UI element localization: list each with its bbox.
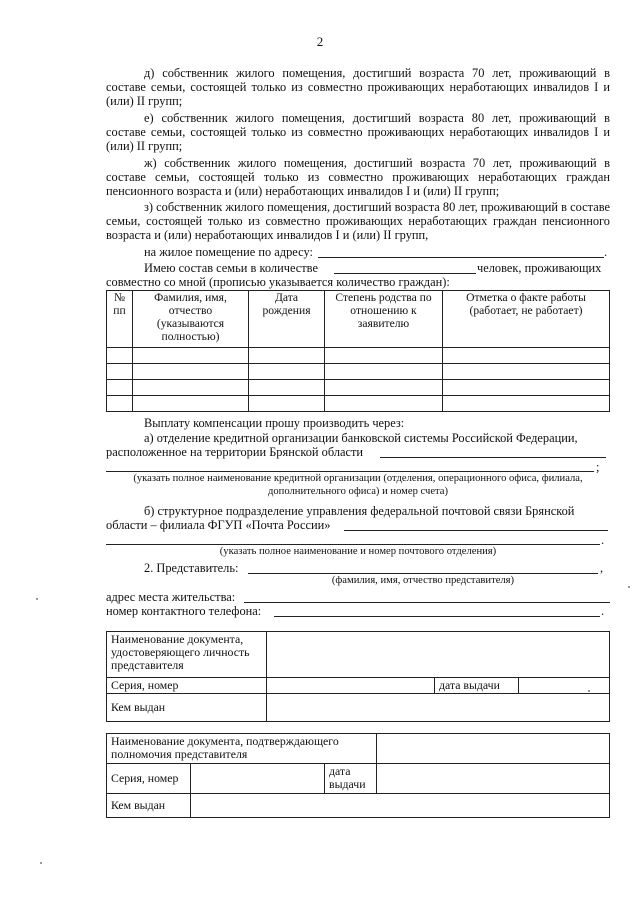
payment-b-line2: области – филиала ФГУП «Почта России» [106, 518, 331, 532]
table-row [107, 380, 610, 396]
representative-phone-blank[interactable] [274, 616, 600, 617]
authority-doc-date-value[interactable] [377, 764, 610, 794]
authority-doc-series-label: Серия, номер [107, 764, 191, 794]
scan-speck [628, 586, 630, 588]
col-header-birthdate: Дата рождения [249, 291, 325, 348]
id-doc-issued-value[interactable] [267, 694, 610, 722]
id-doc-series-label: Серия, номер [107, 678, 267, 694]
page-number: 2 [316, 34, 324, 49]
authority-document-table [106, 733, 610, 818]
id-doc-issued-label: Кем выдан [107, 694, 267, 722]
payment-a-line2: расположенное на территории Брянской области [106, 445, 364, 459]
payment-intro: Выплату компенсации прошу производить через: [144, 416, 405, 430]
representative-label: 2. Представитель: [144, 561, 239, 575]
paragraph-d: д) собственник жилого помещения, достигший возраста 70 лет, проживающий в составе семьи, состоящей только из совместно проживающих неработающих инвалидов I и (или) II групп; [106, 66, 610, 109]
family-prefix: Имею состав семьи в количестве [144, 261, 318, 275]
representative-address-blank[interactable] [244, 602, 610, 603]
document-page: 2 д) собственник жилого помещения, достигший возраста 70 лет, проживающий в составе семьи, состоящей только из совместно проживающих неработающих инвалидов I и (или) II групп; е) собственник жилого помещения, достигший возраста 80 лет, проживающий в составе семьи, состоящей только из совместно проживающих неработающих инвалидов I и (или) II групп; ж) собственник жилого помещения, достигший возраста 70 лет, проживающий в составе семьи, состоящей только из совместно проживающих неработающих граждан пенсионного возраста и (или) неработающих инвалидов I и (или) II групп; з) собственник жилого помещения, достигший возраста 80 лет, проживающий в составе семьи, состоящей только из совместно проживающих неработающих граждан пенсионного возраста и (или) неработающих инвалидов I и (или) II групп, на жилое помещение по адресу: . Имею состав семьи в количестве человек, проживающих совместно со мной (прописью указывается количество граждан): № пп Фамилия, имя, отчество (указываются полностью) Дата рождения Степень родства по отношению к заявителю Отметка о факте работы (работает, не работает) Выплату компенсации прошу производить через: а) отделение кредитной организации банковской системы Российской Федерации, расположенное на территории Брянской области ; (указать полное наименование кредитной организации (отделения, операционного офиса, филиала, дополнительного офиса) и номер счета) б) структурное подразделение управления федеральной почтовой связи Брянской области – филиала ФГУП «Почта России» . (указать полное наименование и номер почтового отделения) 2. Представитель: , (фамилия, имя, отчество представителя) адрес места жительства: номер контактного телефона: . Наименование документа, удостоверяющего личность представителя Серия, номер дата выдачи Кем выдан Наименование документа, подтверждающего полномочия представителя Серия, номер дата выдачи Кем выдан [0, 0, 640, 905]
bank-name-blank-1[interactable] [380, 457, 606, 458]
table-row [107, 348, 610, 364]
id-doc-date-value[interactable] [519, 678, 610, 694]
payment-a-line1: а) отделение кредитной организации банковской системы Российской Федерации, [144, 431, 578, 445]
paragraph-e: е) собственник жилого помещения, достигший возраста 80 лет, проживающий в составе семьи, состоящей только из совместно проживающих неработающих инвалидов I и (или) II групп; [106, 111, 610, 154]
scan-speck [40, 862, 42, 864]
table-row [107, 364, 610, 380]
col-header-number: № пп [107, 291, 133, 348]
authority-doc-series-value[interactable] [191, 764, 325, 794]
bank-hint: (указать полное наименование кредитной организации (отделения, операционного офиса, филиала, дополнительного офиса) и номер счета) [133, 473, 583, 497]
authority-doc-title: Наименование документа, подтверждающего полномочия представителя [107, 734, 377, 764]
address-blank[interactable] [318, 257, 604, 258]
representative-address-label: адрес места жительства: [106, 590, 236, 604]
col-header-work: Отметка о факте работы (работает, не работает) [443, 291, 610, 348]
scan-speck [36, 598, 38, 600]
scan-speck [588, 690, 590, 692]
id-doc-value[interactable] [267, 632, 610, 678]
authority-doc-issued-value[interactable] [191, 794, 610, 818]
id-document-table [106, 631, 610, 722]
family-table [106, 290, 610, 412]
representative-phone-label: номер контактного телефона: [106, 604, 262, 618]
id-doc-date-label: дата выдачи [435, 678, 519, 694]
family-line2: совместно со мной (прописью указывается количество граждан): [106, 275, 450, 289]
representative-name-blank[interactable] [248, 573, 598, 574]
col-header-relation: Степень родства по отношению к заявителю [325, 291, 443, 348]
post-office-blank-1[interactable] [344, 530, 608, 531]
col-header-name: Фамилия, имя, отчество (указываются полностью) [133, 291, 249, 348]
family-count-blank[interactable] [334, 273, 476, 274]
family-suffix: человек, проживающих [477, 261, 602, 275]
paragraph-zh: ж) собственник жилого помещения, достигший возраста 70 лет, проживающий в составе семьи, состоящей только из совместно проживающих неработающих граждан пенсионного возраста и (или) неработающих инвалидов I и (или) II групп; [106, 156, 610, 199]
table-row [107, 396, 610, 412]
id-doc-series-value[interactable] [267, 678, 435, 694]
representative-hint: (фамилия, имя, отчество представителя) [331, 575, 515, 586]
authority-doc-issued-label: Кем выдан [107, 794, 191, 818]
paragraph-z: з) собственник жилого помещения, достигший возраста 80 лет, проживающий в составе семьи, состоящей только из совместно проживающих неработающих граждан пенсионного возраста и (или) неработающих инвалидов I и (или) II групп, [106, 200, 610, 243]
bank-name-blank-2[interactable] [106, 471, 594, 472]
authority-doc-value[interactable] [377, 734, 610, 764]
id-doc-title: Наименование документа, удостоверяющего личность представителя [107, 632, 267, 678]
authority-doc-date-label: дата выдачи [325, 764, 377, 794]
post-office-hint: (указать полное наименование и номер почтового отделения) [219, 546, 497, 557]
address-label: на жилое помещение по адресу: [144, 245, 313, 259]
post-office-blank-2[interactable] [106, 544, 600, 545]
payment-b-line1: б) структурное подразделение управления федеральной почтовой связи Брянской [144, 504, 575, 518]
